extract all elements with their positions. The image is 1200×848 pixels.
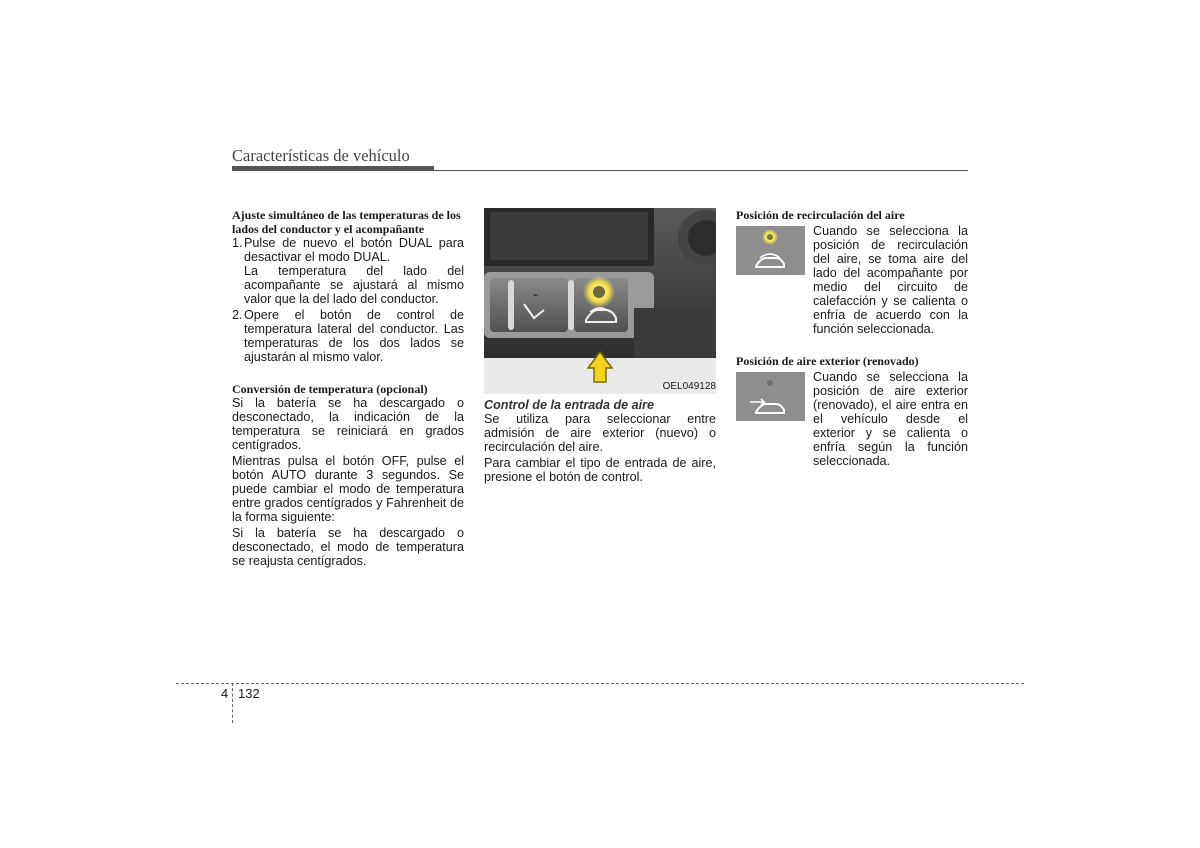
column-middle: [484, 208, 716, 484]
recirculation-mode-icon: [736, 226, 805, 275]
figure-code: OEL049128: [662, 381, 716, 392]
list-subtext: La temperatura del lado del acompañante se ajustará al mismo valor que la del lado del conductor.: [244, 264, 464, 306]
chapter-number: 4: [221, 686, 229, 701]
column-left: [232, 208, 464, 568]
recirculation-row: [736, 224, 968, 336]
outside-air-row: [736, 370, 968, 468]
paragraph: Para cambiar el tipo de entrada de aire, presione el botón de control.: [484, 456, 716, 484]
paragraph: Si la batería se ha descargado o desconectado, el modo de temperatura se reajusta centígrados.: [232, 526, 464, 568]
recirculation-text: Cuando se selecciona la posición de recirculación del aire, se toma aire del lado del acompañante por medio del circuito de calefacción y se calienta o enfría de acuerdo con la función seleccionada.: [813, 224, 968, 336]
caption-air-intake: Control de la entrada de aire: [484, 398, 655, 412]
list-text: Pulse de nuevo el botón DUAL para desactivar el modo DUAL.: [244, 236, 464, 264]
paragraph: Mientras pulsa el botón OFF, pulse el botón AUTO durante 3 segundos. Se puede cambiar el modo de temperatura entre grados centígrados y Fahrenheit de la forma siguiente:: [232, 454, 464, 524]
heading-recirculation: Posición de recirculación del aire: [736, 208, 905, 222]
heading-simultaneous-adjust: Ajuste simultáneo de las temperaturas de los lados del conductor y el acompañante: [232, 208, 461, 236]
climate-control-photo: [484, 208, 716, 394]
page-number: 132: [238, 686, 260, 701]
list-item-1: [232, 236, 464, 264]
paragraph: Se utiliza para seleccionar entre admisión de aire exterior (nuevo) o recirculación del aire.: [484, 412, 716, 454]
outside-air-mode-icon: [736, 372, 805, 421]
list-text: Opere el botón de control de temperatura lateral del conductor. Las temperaturas de los dos lados se ajustarán al mismo valor.: [244, 308, 464, 364]
section-title: Características de vehículo: [232, 146, 410, 165]
list-item-2: [232, 308, 464, 364]
column-right: [736, 208, 968, 468]
footer-rule: [176, 683, 1024, 684]
heading-temperature-conversion: Conversión de temperatura (opcional): [232, 382, 428, 396]
paragraph: Si la batería se ha descargado o desconectado, la indicación de la temperatura se reiniciará en grados centígrados.: [232, 396, 464, 452]
list-number: 2.: [232, 308, 243, 322]
footer-divider: [232, 683, 233, 723]
outside-air-text: Cuando se selecciona la posición de aire exterior (renovado), el aire entra en el vehículo desde el exterior y se calienta o enfría según la función seleccionada.: [813, 370, 968, 468]
list-number: 1.: [232, 236, 243, 250]
defrost-icon: ⌁: [533, 291, 539, 301]
header-rule-thin: [232, 170, 968, 171]
heading-outside-air: Posición de aire exterior (renovado): [736, 354, 919, 368]
